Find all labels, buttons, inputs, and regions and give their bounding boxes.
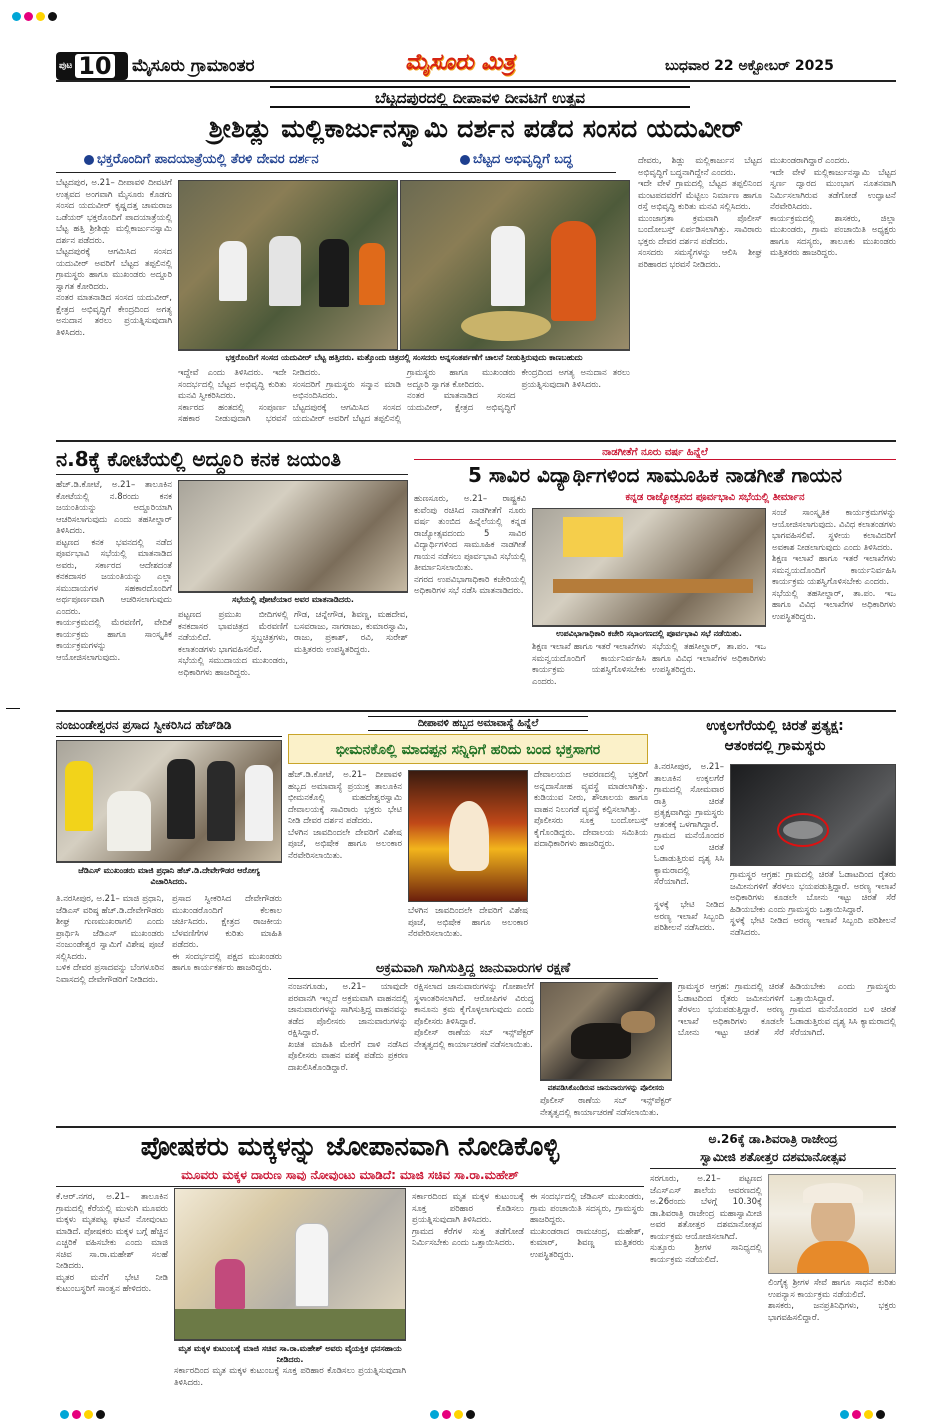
story9-portrait [768, 1174, 896, 1274]
story-children-safety [56, 1130, 644, 1394]
story8-sub: ಮೂವರು ಮಕ್ಕಳ ದಾರುಣ ಸಾವು ನೋವುಂಟು ಮಾಡಿದೆ: ಮಾಜಿ ಸಚಿವ ಸಾ.ರಾ.ಮಹೇಶ್ [181, 1168, 519, 1182]
story8-column-3: ಸರ್ಕಾರದಿಂದ ಮೃತ ಮಕ್ಕಳ ಕುಟುಂಬಕ್ಕೆ ಸೂಕ್ತ ಪರಿಹಾರ ಕೊಡಿಸಲು ಪ್ರಯತ್ನಿಸುವುದಾಗಿ ತಿಳಿಸಿದರು. ಗ್ರಾಮದ ಕೆರೆಗಳ ಸುತ್ತ ತಡೆಗೋಡೆ ನಿರ್ಮಿಸಬೇಕು ಎಂದು ಒತ್ತಾಯಿಸಿದರು. [412, 1192, 524, 1248]
story1-headline: ಶ್ರೀಶಿಡ್ಲು ಮಲ್ಲಿಕಾರ್ಜುನಸ್ವಾಮಿ ದರ್ಶನ ಪಡೆದ ಸಂಸದ ಯದುವೀರ್ [208, 114, 744, 143]
story2-headline: ನ.8ಕ್ಕೆ ಕೋಟೆಯಲ್ಲಿ ಅದ್ದೂರಿ ಕನಕ ಜಯಂತಿ [56, 447, 341, 471]
story9-headline-2: ಸ್ವಾಮೀಜಿ ಶತೋತ್ತರ ದಶಮಾನೋತ್ಸವ [700, 1150, 846, 1164]
registration-marks-top [12, 6, 60, 25]
story1-photo-caption: ಭಕ್ತರೊಂದಿಗೆ ಸಂಸದ ಯದುವೀರ್ ಬೆಟ್ಟ ಹತ್ತಿದರು. ಮತ್ತೊಂದು ಚಿತ್ರದಲ್ಲಿ ಸಂಸದರು ಅನ್ನಸಂತರ್ಪಣೆಗೆ ಚಾಲನೆ ನೀಡುತ್ತಿರುವುದು ಕಾಣಬಹುದು [178, 350, 630, 364]
story7-column-3: ಪೊಲೀಸ್ ಠಾಣೆಯ ಸಬ್ ಇನ್ಸ್‌ಪೆಕ್ಟರ್ ನೇತೃತ್ವದಲ್ಲಿ ಕಾರ್ಯಾಚರಣೆ ನಡೆಸಲಾಯಿತು. [540, 1096, 672, 1118]
story9-column-1: ಸರಗೂರು, ಅ.21– ಪಟ್ಟಣದ ಜೆಎಸ್ಎಸ್ ಶಾಲೆಯ ಆವರಣದಲ್ಲಿ ಅ.26ರಂದು ಬೆಳಗ್ಗೆ 10.30ಕ್ಕೆ ಡಾ.ಶಿವರಾತ್ರಿ ರಾಜೇಂದ್ರ ಮಹಾಸ್ವಾಮೀಜಿ ಅವರ ಶತೋತ್ತರ ದಶಮಾನೋತ್ಸವ ಕಾರ್ಯಕ್ರಮ ಆಯೋಜಿಸಲಾಗಿದೆ. ಸುತ್ತೂರು ಶ್ರೀಗಳ ಸಾನಿಧ್ಯದಲ್ಲಿ ಕಾರ್ಯಕ್ರಮ ನಡೆಯಲಿದೆ. [650, 1174, 762, 1265]
issue-date: ಬುಧವಾರ 22 ಅಕ್ಟೋಬರ್ 2025 [665, 58, 834, 74]
page-number-box [56, 52, 128, 80]
page-number: 10 [75, 54, 114, 78]
story9-headline-1: ಅ.26ಕ್ಕೆ ಡಾ.ಶಿವರಾತ್ರಿ ರಾಜೇಂದ್ರ [708, 1132, 838, 1146]
story4-photo [56, 740, 282, 862]
story-swamiji [650, 1130, 896, 1394]
mid-rule-1 [56, 710, 896, 712]
story1-column-far-right: ಮುಖಂಡರಾಗಿದ್ದಾರೆ ಎಂದರು. ಇದೇ ವೇಳೆ ಮಲ್ಲಿಕಾರ್ಜುನಸ್ವಾಮಿ ಬೆಟ್ಟದ ಸ್ವರ್ಣ ದ್ವಾರದ ಮುಂಭಾಗ ನೂತನವಾಗಿ ನಿರ್ಮಿಸಲಾಗಿರುವ ತಡೆಗೋಡೆ ಉದ್ಘಾಟನೆ ನೆರವೇರಿಸಿದರು. ಕಾರ್ಯಕ್ರಮದಲ್ಲಿ ಶಾಸಕರು, ಜಿಲ್ಲಾ ಮುಖಂಡರು, ಗ್ರಾಮ ಪಂಚಾಯಿತಿ ಅಧ್ಯಕ್ಷರು ಹಾಗೂ ಸದಸ್ಯರು, ತಾಲೂಕು ಮುಖಂಡರು ಮತ್ತಿತರರು ಹಾಜರಿದ್ದರು. [770, 156, 896, 258]
crop-mark-left [6, 708, 20, 709]
yellow-dot [84, 1410, 93, 1419]
story2-photo-meeting [178, 480, 408, 592]
story1-sub-rule [56, 172, 616, 173]
page-label: ಪುಟ [59, 61, 73, 71]
story8-headline: ಪೋಷಕರು ಮಕ್ಕಳನ್ನು ಜೋಪಾನವಾಗಿ ನೋಡಿಕೊಳ್ಳಿ [140, 1132, 560, 1162]
black-dot [876, 1410, 885, 1419]
story4-column-1: ತಿ.ನರಸೀಪುರ, ಅ.21– ಮಾಜಿ ಪ್ರಧಾನಿ, ಜೆಡಿಎಸ್ ವರಿಷ್ಠ ಹೆಚ್.ಡಿ.ದೇವೇಗೌಡರು ಶೀಘ್ರ ಗುಣಮುಖರಾಗಲಿ ಎಂದು ಪ್ರಾರ್ಥಿಸಿ ಜೆಡಿಎಸ್ ಮುಖಂಡರು ನಂಜುಂಡೇಶ್ವರ ಸ್ವಾಮಿಗೆ ವಿಶೇಷ ಪೂಜೆ ಸಲ್ಲಿಸಿದರು. ಬಳಿಕ ದೇವರ ಪ್ರಸಾದವನ್ನು ಬೆಂಗಳೂರಿನ ನಿವಾಸದಲ್ಲಿ ದೇವೇಗೌಡರಿಗೆ ನೀಡಿದರು. [56, 894, 164, 985]
story9-column-2: ಲಿಂಗೈಕ್ಯ ಶ್ರೀಗಳ ಸೇವೆ ಹಾಗೂ ಸಾಧನೆ ಕುರಿತು ಉಪನ್ಯಾಸ ಕಾರ್ಯಕ್ರಮ ನಡೆಯಲಿದೆ. ಶಾಸಕರು, ಜನಪ್ರತಿನಿಧಿಗಳು, ಭಕ್ತರು ಭಾಗವಹಿಸಲಿದ್ದಾರೆ. [768, 1278, 896, 1323]
story8-photo-caption: ಮೃತ ಮಕ್ಕಳ ಕುಟುಂಬಕ್ಕೆ ಮಾಜಿ ಸಚಿವ ಸಾ.ರಾ.ಮಹೇಶ್ ಅವರು ವೈಯಕ್ತಿಕ ಧನಸಹಾಯ ನೀಡಿದರು. [174, 1340, 406, 1364]
story5-kicker: ದೀಪಾವಳಿ ಹಬ್ಬದ ಅಮಾವಾಸ್ಯೆ ಹಿನ್ನೆಲೆ [368, 716, 588, 731]
story6-headline-1: ಉಕ್ಕಲಗೆರೆಯಲ್ಲಿ ಚಿರತೆ ಪ್ರತ್ಯಕ್ಷ: [706, 718, 844, 734]
story-mp-yaduveer [56, 84, 896, 442]
story1-sub2 [460, 152, 573, 167]
masthead [0, 0, 945, 82]
story7-photo-cattle [540, 982, 672, 1080]
story7-headline: ಅಕ್ರಮವಾಗಿ ಸಾಗಿಸುತ್ತಿದ್ದ ಜಾನುವಾರುಗಳ ರಕ್ಷಣೆ [288, 960, 658, 979]
story8-column-2: ಸರ್ಕಾರದಿಂದ ಮೃತ ಮಕ್ಕಳ ಕುಟುಂಬಕ್ಕೆ ಸೂಕ್ತ ಪರಿಹಾರ ಕೊಡಿಸಲು ಪ್ರಯತ್ನಿಸುವುದಾಗಿ ತಿಳಿಸಿದರು. [174, 1366, 406, 1388]
story3-kicker: ನಾಡಗೀತೆಗೆ ನೂರು ವರ್ಷ ಹಿನ್ನೆಲೆ [414, 446, 896, 460]
story9-head-rule [650, 1168, 896, 1169]
story3-column-1: ಹುಣಸೂರು, ಅ.21– ರಾಷ್ಟ್ರಕವಿ ಕುವೆಂಪು ರಚಿಸಿದ ನಾಡಗೀತೆಗೆ ನೂರು ವರ್ಷ ತುಂಬಿದ ಹಿನ್ನೆಲೆಯಲ್ಲಿ ಕನ್ನಡ ರಾಜ್ಯೋತ್ಸವದಂದು 5 ಸಾವಿರ ವಿದ್ಯಾರ್ಥಿಗಳಿಂದ ಸಾಮೂಹಿಕ ನಾಡಗೀತೆ ಗಾಯನ ನಡೆಸಲು ಪೂರ್ವಭಾವಿ ಸಭೆಯಲ್ಲಿ ತೀರ್ಮಾನಿಸಲಾಯಿತು. ನಗರದ ಉಪವಿಭಾಗಾಧಿಕಾರಿ ಕಚೇರಿಯಲ್ಲಿ ಅಧಿಕಾರಿಗಳ ಸಭೆ ನಡೆಸಿ ಮಾತನಾಡಿದರು. [414, 494, 526, 596]
story7-column-1: ನಂಜನಗೂಡು, ಅ.21– ಯಾವುದೇ ಪರವಾನಗಿ ಇಲ್ಲದೆ ಅಕ್ರಮವಾಗಿ ವಾಹನದಲ್ಲಿ ಜಾನುವಾರುಗಳನ್ನು ಸಾಗಿಸುತ್ತಿದ್ದ ವಾಹನವನ್ನು ತಡೆದ ಪೊಲೀಸರು ಜಾನುವಾರುಗಳನ್ನು ರಕ್ಷಿಸಿದ್ದಾರೆ. ಖಚಿತ ಮಾಹಿತಿ ಮೇರೆಗೆ ದಾಳಿ ನಡೆಸಿದ ಪೊಲೀಸರು ವಾಹನ ವಶಕ್ಕೆ ಪಡೆದು ಪ್ರಕರಣ ದಾಖಲಿಸಿಕೊಂಡಿದ್ದಾರೆ. [288, 982, 408, 1073]
story4-headline: ನಂಜುಂಡೇಶ್ವರನ ಪ್ರಸಾದ ಸ್ವೀಕರಿಸಿದ ಹೆಚ್‌ಡಿಡಿ [56, 714, 282, 737]
story1-photo-trekking [178, 180, 398, 350]
story6-photo-cctv [730, 764, 896, 866]
story8-column-4: ಈ ಸಂದರ್ಭದಲ್ಲಿ ಜೆಡಿಎಸ್ ಮುಖಂಡರು, ಗ್ರಾಮ ಪಂಚಾಯಿತಿ ಸದಸ್ಯರು, ಗ್ರಾಮಸ್ಥರು ಹಾಜರಿದ್ದರು. ಮುಖಂಡರಾದ ರಾಮಚಂದ್ರ, ಮಹೇಶ್, ಕುಮಾರ್, ಶಿವಣ್ಣ ಮತ್ತಿತರರು ಉಪಸ್ಥಿತರಿದ್ದರು. [530, 1192, 644, 1260]
cyan-dot [12, 12, 21, 21]
story6-column-1: ತಿ.ನರಸೀಪುರ, ಅ.21– ತಾಲೂಕಿನ ಉಕ್ಕಲಗೆರೆ ಗ್ರಾಮದಲ್ಲಿ ಸೋಮವಾರ ರಾತ್ರಿ ಚಿರತೆ ಪ್ರತ್ಯಕ್ಷವಾಗಿದ್ದು ಗ್ರಾಮಸ್ಥರು ಆತಂಕಕ್ಕೆ ಒಳಗಾಗಿದ್ದಾರೆ. ಗ್ರಾಮದ ಮನೆಯೊಂದರ ಬಳಿ ಚಿರತೆ ಓಡಾಡುತ್ತಿರುವ ದೃಶ್ಯ ಸಿಸಿ ಕ್ಯಾಮರಾದಲ್ಲಿ ಸೆರೆಯಾಗಿದೆ. [654, 762, 724, 887]
story1-sub2-text: ಬೆಟ್ಟದ ಅಭಿವೃದ್ಧಿಗೆ ಬದ್ಧ [473, 152, 573, 167]
story2-column-2: ಪಟ್ಟಣದ ಪ್ರಮುಖ ಬೀದಿಗಳಲ್ಲಿ ಕನಕದಾಸರ ಭಾವಚಿತ್ರದ ಮೆರವಣಿಗೆ ನಡೆಯಲಿದೆ. ಸ್ತಬ್ಧಚಿತ್ರಗಳು, ಕಲಾತಂಡಗಳು ಭಾಗವಹಿಸಲಿವೆ. ಸಭೆಯಲ್ಲಿ ಸಮುದಾಯದ ಮುಖಂಡರು, ಅಧಿಕಾರಿಗಳು ಹಾಜರಿದ್ದರು. [178, 610, 288, 678]
story8-column-1: ಕೆ.ಆರ್.ನಗರ, ಅ.21– ತಾಲೂಕಿನ ಗ್ರಾಮದಲ್ಲಿ ಕೆರೆಯಲ್ಲಿ ಮುಳುಗಿ ಮೂವರು ಮಕ್ಕಳು ಮೃತಪಟ್ಟ ಘಟನೆ ನೋವುಂಟು ಮಾಡಿದೆ. ಪೋಷಕರು ಮಕ್ಕಳ ಬಗ್ಗೆ ಹೆಚ್ಚಿನ ಎಚ್ಚರಿಕೆ ವಹಿಸಬೇಕು ಎಂದು ಮಾಜಿ ಸಚಿವ ಸಾ.ರಾ.ಮಹೇಶ್ ಸಲಹೆ ನೀಡಿದರು. ಮೃತರ ಮನೆಗೆ ಭೇಟಿ ನೀಡಿ ಕುಟುಂಬಸ್ಥರಿಗೆ ಸಾಂತ್ವನ ಹೇಳಿದರು. [56, 1192, 168, 1294]
yellow-dot [864, 1410, 873, 1419]
yellow-dot [36, 12, 45, 21]
story6-headline-2: ಆತಂಕದಲ್ಲಿ ಗ್ರಾಮಸ್ಥರು [724, 738, 826, 754]
story6-column-2: ಗ್ರಾಮಸ್ಥರ ಆಗ್ರಹ: ಗ್ರಾಮದಲ್ಲಿ ಚಿರತೆ ಓಡಾಟದಿಂದ ರೈತರು ಜಮೀನುಗಳಿಗೆ ತೆರಳಲು ಭಯಪಡುತ್ತಿದ್ದಾರೆ. ಅರಣ್ಯ ಇಲಾಖೆ ಅಧಿಕಾರಿಗಳು ಕೂಡಲೇ ಬೋನು ಇಟ್ಟು ಚಿರತೆ ಸೆರೆ ಹಿಡಿಯಬೇಕು ಎಂದು ಗ್ರಾಮಸ್ಥರು ಒತ್ತಾಯಿಸಿದ್ದಾರೆ. ಸ್ಥಳಕ್ಕೆ ಭೇಟಿ ನೀಡಿದ ಅರಣ್ಯ ಇಲಾಖೆ ಸಿಬ್ಬಂದಿ ಪರಿಶೀಲನೆ ನಡೆಸಿದರು. [730, 870, 896, 938]
magenta-dot [24, 12, 33, 21]
story1-column-bottom: ಇದ್ದೇವೆ ಎಂದು ತಿಳಿಸಿದರು. ಇದೇ ಸಂದರ್ಭದಲ್ಲಿ ಬೆಟ್ಟದ ಅಭಿವೃದ್ಧಿ ಕುರಿತು ಮನವಿ ಸ್ವೀಕರಿಸಿದರು. ಸರ್ಕಾರದ ಹಂತದಲ್ಲಿ ಸಂಪೂರ್ಣ ಸಹಕಾರ ನೀಡುವುದಾಗಿ ಭರವಸೆ ನೀಡಿದರು. ಸಂಸದರಿಗೆ ಗ್ರಾಮಸ್ಥರು ಸನ್ಮಾನ ಮಾಡಿ ಅಭಿನಂದಿಸಿದರು. ಬೆಟ್ಟದಪುರಕ್ಕೆ ಆಗಮಿಸಿದ ಸಂಸದ ಯದುವೀರ್ ಅವರಿಗೆ ಬೆಟ್ಟದ ತಪ್ಪಲಿನಲ್ಲಿ ಗ್ರಾಮಸ್ಥರು ಹಾಗೂ ಮುಖಂಡರು ಅದ್ದೂರಿ ಸ್ವಾಗತ ಕೋರಿದರು. ನಂತರ ಮಾತನಾಡಿದ ಸಂಸದ ಯದುವೀರ್, ಕ್ಷೇತ್ರದ ಅಭಿವೃದ್ಧಿಗೆ ಕೇಂದ್ರದಿಂದ ಅಗತ್ಯ ಅನುದಾನ ತರಲು ಪ್ರಯತ್ನಿಸುವುದಾಗಿ ತಿಳಿಸಿದರು. [178, 368, 630, 424]
black-dot [96, 1410, 105, 1419]
story1-bottom-rule [56, 440, 896, 442]
story1-column-1: ಬೆಟ್ಟದಪುರ, ಅ.21– ದೀಪಾವಳಿ ದೀವಟಿಗೆ ಉತ್ಸವದ ಅಂಗವಾಗಿ ಮೈಸೂರು ಕೊಡಗು ಸಂಸದ ಯದುವೀರ್ ಕೃಷ್ಣದತ್ತ ಚಾಮರಾಜ ಒಡೆಯರ್ ಭಕ್ತರೊಂದಿಗೆ ಪಾದಯಾತ್ರೆಯಲ್ಲಿ ಬೆಟ್ಟ ಹತ್ತಿ ಶ್ರೀಶಿಡ್ಲು ಮಲ್ಲಿಕಾರ್ಜುನಸ್ವಾಮಿ ದರ್ಶನ ಪಡೆದರು. ಬೆಟ್ಟದಪುರಕ್ಕೆ ಆಗಮಿಸಿದ ಸಂಸದ ಯದುವೀರ್ ಅವರಿಗೆ ಬೆಟ್ಟದ ತಪ್ಪಲಿನಲ್ಲಿ ಗ್ರಾಮಸ್ಥರು ಹಾಗೂ ಮುಖಂಡರು ಅದ್ದೂರಿ ಸ್ವಾಗತ ಕೋರಿದರು. ನಂತರ ಮಾತನಾಡಿದ ಸಂಸದ ಯದುವೀರ್, ಕ್ಷೇತ್ರದ ಅಭಿವೃದ್ಧಿಗೆ ಕೇಂದ್ರದಿಂದ ಅಗತ್ಯ ಅನುದಾನ ತರಲು ಪ್ರಯತ್ನಿಸುವುದಾಗಿ ತಿಳಿಸಿದರು. [56, 178, 172, 338]
paper-logo: ಮೈಸೂರು ಮಿತ್ರ [405, 50, 515, 75]
story3-sub: ಕನ್ನಡ ರಾಜ್ಯೋತ್ಸವದ ಪೂರ್ವಭಾವಿ ಸಭೆಯಲ್ಲಿ ತೀರ್ಮಾನ [625, 492, 805, 503]
yellow-dot [454, 1410, 463, 1419]
story3-column-2: ಶಿಕ್ಷಣ ಇಲಾಖೆ ಹಾಗೂ ಇತರೆ ಇಲಾಖೆಗಳು ಸಮನ್ವಯದೊಂದಿಗೆ ಕಾರ್ಯನಿರ್ವಹಿಸಿ ಕಾರ್ಯಕ್ರಮ ಯಶಸ್ವಿಗೊಳಿಸಬೇಕು ಎಂದರು. ಸಭೆಯಲ್ಲಿ ತಹಸೀಲ್ದಾರ್, ತಾ.ಪಂ. ಇಒ ಹಾಗೂ ವಿವಿಧ ಇಲಾಖೆಗಳ ಅಧಿಕಾರಿಗಳು ಉಪಸ್ಥಿತರಿದ್ದರು. [532, 642, 766, 687]
story-hdd-prasada [56, 714, 282, 1124]
magenta-dot [852, 1410, 861, 1419]
magenta-dot [442, 1410, 451, 1419]
registration-marks-bottom-left [60, 1404, 108, 1423]
cyan-dot [430, 1410, 439, 1419]
story1-photo-prasada [400, 180, 630, 350]
story7-column-4: ಗ್ರಾಮಸ್ಥರ ಆಗ್ರಹ: ಗ್ರಾಮದಲ್ಲಿ ಚಿರತೆ ಓಡಾಟದಿಂದ ರೈತರು ಜಮೀನುಗಳಿಗೆ ತೆರಳಲು ಭಯಪಡುತ್ತಿದ್ದಾರೆ. ಅರಣ್ಯ ಇಲಾಖೆ ಅಧಿಕಾರಿಗಳು ಕೂಡಲೇ ಬೋನು ಇಟ್ಟು ಚಿರತೆ ಸೆರೆ ಹಿಡಿಯಬೇಕು ಎಂದು ಗ್ರಾಮಸ್ಥರು ಒತ್ತಾಯಿಸಿದ್ದಾರೆ. ಗ್ರಾಮದ ಮನೆಯೊಂದರ ಬಳಿ ಚಿರತೆ ಓಡಾಡುತ್ತಿರುವ ದೃಶ್ಯ ಸಿಸಿ ಕ್ಯಾಮರಾದಲ್ಲಿ ಸೆರೆಯಾಗಿದೆ. [678, 982, 896, 1038]
story7-column-2: ರಕ್ಷಿಸಲಾದ ಜಾನುವಾರುಗಳನ್ನು ಗೋಶಾಲೆಗೆ ಸ್ಥಳಾಂತರಿಸಲಾಗಿದೆ. ಆರೋಪಿಗಳ ವಿರುದ್ಧ ಕಾನೂನು ಕ್ರಮ ಕೈಗೊಳ್ಳಲಾಗುವುದು ಎಂದು ಪೊಲೀಸರು ತಿಳಿಸಿದ್ದಾರೆ. ಪೊಲೀಸ್ ಠಾಣೆಯ ಸಬ್ ಇನ್ಸ್‌ಪೆಕ್ಟರ್ ನೇತೃತ್ವದಲ್ಲಿ ಕಾರ್ಯಾಚರಣೆ ನಡೆಸಲಾಯಿತು. [414, 982, 534, 1050]
story3-photo-meeting [532, 508, 766, 626]
registration-marks-bottom-right [840, 1404, 888, 1423]
masthead-rule [56, 80, 896, 82]
story8-sub-rule [56, 1186, 644, 1187]
story5-column-1: ಹೆಚ್.ಡಿ.ಕೋಟೆ, ಅ.21– ದೀಪಾವಳಿ ಹಬ್ಬದ ಅಮಾವಾಸ್ಯೆ ಪ್ರಯುಕ್ತ ತಾಲೂಕಿನ ಭೀಮನಕೊಲ್ಲಿ ಮಹದೇಶ್ವರಸ್ವಾಮಿ ದೇವಾಲಯಕ್ಕೆ ಸಾವಿರಾರು ಭಕ್ತರು ಭೇಟಿ ನೀಡಿ ದೇವರ ದರ್ಶನ ಪಡೆದರು. ಬೆಳಗಿನ ಜಾವದಿಂದಲೇ ದೇವರಿಗೆ ವಿಶೇಷ ಪೂಜೆ, ಅಭಿಷೇಕ ಹಾಗೂ ಅಲಂಕಾರ ನೆರವೇರಿಸಲಾಯಿತು. [288, 770, 402, 861]
story-cattle-rescue [288, 958, 896, 1124]
story-leopard [654, 714, 896, 954]
story7-photo-caption: ವಶಪಡಿಸಿಕೊಂಡಿರುವ ಜಾನುವಾರುಗಳನ್ನು ಪೊಲೀಸರು [540, 1080, 672, 1094]
story2-column-1: ಹೆಚ್.ಡಿ.ಕೋಟೆ, ಅ.21– ತಾಲೂಕಿನ ಕೋಟೆಯಲ್ಲಿ ನ.8ರಂದು ಕನಕ ಜಯಂತಿಯನ್ನು ಅದ್ದೂರಿಯಾಗಿ ಆಚರಿಸಲಾಗುವುದು ಎಂದು ತಹಸೀಲ್ದಾರ್ ತಿಳಿಸಿದರು. ಪಟ್ಟಣದ ಕನಕ ಭವನದಲ್ಲಿ ನಡೆದ ಪೂರ್ವಭಾವಿ ಸಭೆಯಲ್ಲಿ ಮಾತನಾಡಿದ ಅವರು, ಸರ್ಕಾರದ ಆದೇಶದಂತೆ ಕನಕದಾಸರ ಜಯಂತಿಯನ್ನು ಎಲ್ಲಾ ಸಮುದಾಯಗಳ ಸಹಕಾರದೊಂದಿಗೆ ಅರ್ಥಪೂರ್ಣವಾಗಿ ಆಚರಿಸಲಾಗುವುದು ಎಂದರು. ಕಾರ್ಯಕ್ರಮದಲ್ಲಿ ಮೆರವಣಿಗೆ, ವೇದಿಕೆ ಕಾರ್ಯಕ್ರಮ ಹಾಗೂ ಸಾಂಸ್ಕೃತಿಕ ಕಾರ್ಯಕ್ರಮಗಳನ್ನು ಆಯೋಜಿಸಲಾಗುವುದು. [56, 480, 172, 663]
section-name: ಮೈಸೂರು ಗ್ರಾಮಾಂತರ [132, 56, 255, 76]
story3-column-3: ಸಂಜೆ ಸಾಂಸ್ಕೃತಿಕ ಕಾರ್ಯಕ್ರಮಗಳನ್ನು ಆಯೋಜಿಸಲಾಗುವುದು. ವಿವಿಧ ಕಲಾತಂಡಗಳು ಭಾಗವಹಿಸಲಿವೆ. ಸ್ಥಳೀಯ ಕಲಾವಿದರಿಗೆ ಅವಕಾಶ ನೀಡಲಾಗುವುದು ಎಂದು ತಿಳಿಸಿದರು. ಶಿಕ್ಷಣ ಇಲಾಖೆ ಹಾಗೂ ಇತರೆ ಇಲಾಖೆಗಳು ಸಮನ್ವಯದೊಂದಿಗೆ ಕಾರ್ಯನಿರ್ವಹಿಸಿ ಕಾರ್ಯಕ್ರಮ ಯಶಸ್ವಿಗೊಳಿಸಬೇಕು ಎಂದರು. ಸಭೆಯಲ್ಲಿ ತಹಸೀಲ್ದಾರ್, ತಾ.ಪಂ. ಇಒ ಹಾಗೂ ವಿವಿಧ ಇಲಾಖೆಗಳ ಅಧಿಕಾರಿಗಳು ಉಪಸ್ಥಿತರಿದ್ದರು. [772, 508, 896, 622]
story-kanaka-jayanti [56, 446, 408, 708]
mid-rule-2 [56, 1126, 896, 1128]
story1-sub1-text: ಭಕ್ತರೊಂದಿಗೆ ಪಾದಯಾತ್ರೆಯಲ್ಲಿ ತೆರಳಿ ದೇವರ ದರ್ಶನ [97, 152, 319, 167]
story6-column-1b: ಸ್ಥಳಕ್ಕೆ ಭೇಟಿ ನೀಡಿದ ಅರಣ್ಯ ಇಲಾಖೆ ಸಿಬ್ಬಂದಿ ಪರಿಶೀಲನೆ ನಡೆಸಿದರು. [654, 900, 724, 933]
magenta-dot [72, 1410, 81, 1419]
black-dot [466, 1410, 475, 1419]
cyan-dot [840, 1410, 849, 1419]
story2-head-rule [56, 474, 408, 475]
story2-column-3: ಗೌಡ, ಚನ್ನೇಗೌಡ, ಶಿವಣ್ಣ, ಮಹದೇವ, ಬಸವರಾಜು, ನಾಗರಾಜು, ಕುಮಾರಸ್ವಾಮಿ, ರಾಜು, ಪ್ರಕಾಶ್, ರವಿ, ಸುರೇಶ್ ಮತ್ತಿತರರು ಉಪಸ್ಥಿತರಿದ್ದರು. [294, 610, 408, 655]
cyan-dot [60, 1410, 69, 1419]
story1-column-right: ದೇವರು, ಶಿಡ್ಲು ಮಲ್ಲಿಕಾರ್ಜುನ ಬೆಟ್ಟದ ಅಭಿವೃದ್ಧಿಗೆ ಬದ್ಧನಾಗಿದ್ದೇನೆ ಎಂದರು. ಇದೇ ವೇಳೆ ಗ್ರಾಮದಲ್ಲಿ ಬೆಟ್ಟದ ತಪ್ಪಲಿನಿಂದ ಮಂಟಪದವರೆಗೆ ಮೆಟ್ಟಿಲು ನಿರ್ಮಾಣ ಹಾಗೂ ರಸ್ತೆ ಅಭಿವೃದ್ಧಿ ಕುರಿತು ಮನವಿ ಸಲ್ಲಿಸಿದರು. ಮುಂಜಾಗ್ರತಾ ಕ್ರಮವಾಗಿ ಪೊಲೀಸ್ ಬಂದೋಬಸ್ತ್ ಏರ್ಪಡಿಸಲಾಗಿತ್ತು. ಸಾವಿರಾರು ಭಕ್ತರು ದೇವರ ದರ್ಶನ ಪಡೆದರು. ಸಂಸದರು ಸಮಸ್ಯೆಗಳನ್ನು ಆಲಿಸಿ ಶೀಘ್ರ ಪರಿಹಾರದ ಭರವಸೆ ನೀಡಿದರು. [638, 156, 762, 270]
story3-photo-caption: ಉಪವಿಭಾಗಾಧಿಕಾರಿ ಕಚೇರಿ ಸಭಾಂಗಣದಲ್ಲಿ ಪೂರ್ವಭಾವಿ ಸಭೆ ನಡೆಯಿತು. [532, 626, 766, 640]
story-nadageethe [414, 446, 896, 708]
story8-photo-visit [174, 1188, 406, 1340]
story5-column-3: ಬೆಳಗಿನ ಜಾವದಿಂದಲೇ ದೇವರಿಗೆ ವಿಶೇಷ ಪೂಜೆ, ಅಭಿಷೇಕ ಹಾಗೂ ಅಲಂಕಾರ ನೆರವೇರಿಸಲಾಯಿತು. [408, 906, 528, 939]
story2-photo-caption: ಸಭೆಯಲ್ಲಿ ಪೋಟೆಯಾರ ಅವರ ಮಾತನಾಡಿದರು. [178, 592, 408, 606]
bullet-icon [84, 155, 94, 165]
registration-marks-bottom-center [430, 1404, 478, 1423]
story5-column-2: ದೇವಾಲಯದ ಆವರಣದಲ್ಲಿ ಭಕ್ತರಿಗೆ ಅನ್ನದಾಸೋಹ ವ್ಯವಸ್ಥೆ ಮಾಡಲಾಗಿತ್ತು. ಕುಡಿಯುವ ನೀರು, ಶೌಚಾಲಯ ಹಾಗೂ ವಾಹನ ನಿಲುಗಡೆ ವ್ಯವಸ್ಥೆ ಕಲ್ಪಿಸಲಾಗಿತ್ತು. ಪೊಲೀಸರು ಸೂಕ್ತ ಬಂದೋಬಸ್ತ್ ಕೈಗೊಂಡಿದ್ದರು. ದೇವಾಲಯ ಸಮಿತಿಯ ಪದಾಧಿಕಾರಿಗಳು ಹಾಜರಿದ್ದರು. [534, 770, 648, 849]
story5-headline: ಭೀಮನಕೊಲ್ಲಿ ಮಾದಪ್ಪನ ಸನ್ನಿಧಿಗೆ ಹರಿದು ಬಂದ ಭಕ್ತಸಾಗರ [288, 734, 648, 764]
story4-column-2: ಪ್ರಸಾದ ಸ್ವೀಕರಿಸಿದ ದೇವೇಗೌಡರು ಮುಖಂಡರೊಂದಿಗೆ ಕೆಲಕಾಲ ಚರ್ಚಿಸಿದರು. ಕ್ಷೇತ್ರದ ರಾಜಕೀಯ ಬೆಳವಣಿಗೆಗಳ ಕುರಿತು ಮಾಹಿತಿ ಪಡೆದರು. ಈ ಸಂದರ್ಭದಲ್ಲಿ ಪಕ್ಷದ ಮುಖಂಡರು ಹಾಗೂ ಕಾರ್ಯಕರ್ತರು ಹಾಜರಿದ್ದರು. [172, 894, 282, 973]
story3-headline: 5 ಸಾವಿರ ವಿದ್ಯಾರ್ಥಿಗಳಿಂದ ಸಾಮೂಹಿಕ ನಾಡಗೀತೆ ಗಾಯನ [468, 463, 842, 487]
story-bheemanakolli [288, 714, 648, 954]
story1-kicker: ಬೆಟ್ಟದಪುರದಲ್ಲಿ ದೀಪಾವಳಿ ದೀವಟಿಗೆ ಉತ್ಸವ [270, 86, 690, 108]
bullet-icon [460, 155, 470, 165]
story5-photo-deity [408, 770, 528, 902]
story4-photo-caption: ಜೆಡಿಎಸ್ ಮುಖಂಡರು ಮಾಜಿ ಪ್ರಧಾನಿ ಹೆಚ್.ಡಿ.ದೇವೇಗೌಡರ ಆರೋಗ್ಯ ವಿಚಾರಿಸಿದರು. [56, 862, 282, 888]
black-dot [48, 12, 57, 21]
story1-sub1 [84, 152, 319, 167]
